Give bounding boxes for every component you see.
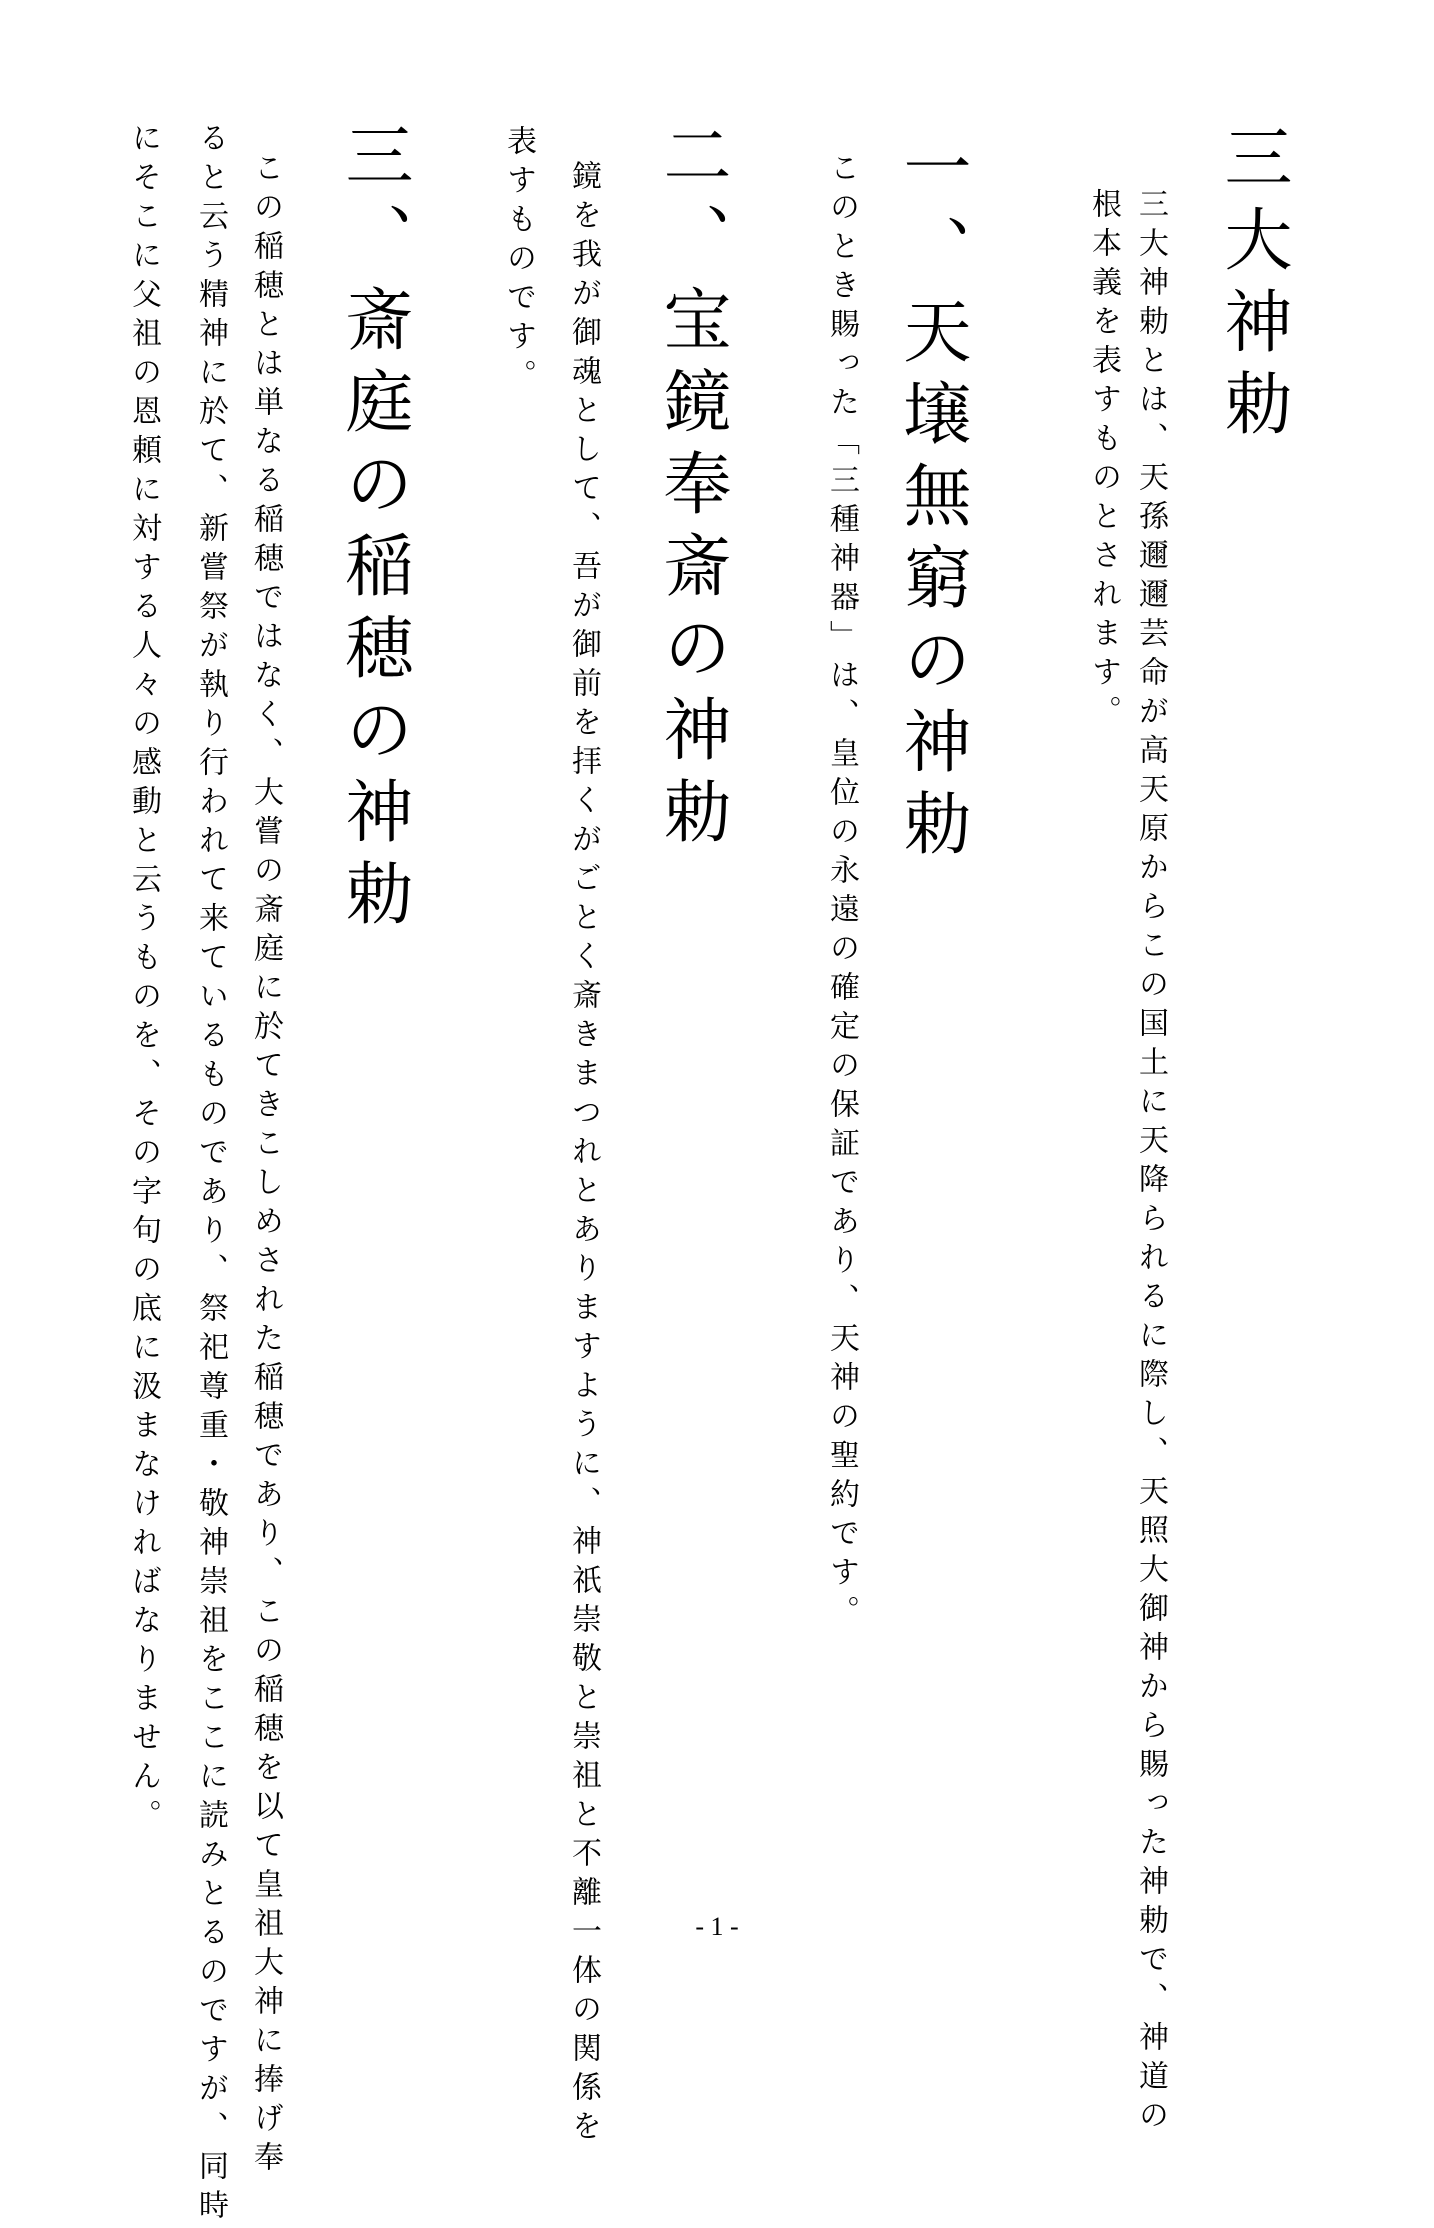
page-number: - 1 - (695, 1912, 739, 1941)
section-3-paragraph-line-1: この稲穂とは単なる稲穂ではなく、大嘗の斎庭に於てきこしめされた稲穂であり、この稲穂を以て皇祖大神に捧げ奉 (248, 152, 283, 2180)
intro-paragraph-line-1: 三大神勅とは、天孫邇邇芸命が高天原からこの国土に天降られるに際し、天照大御神から賜った神勅で、神道の (1133, 188, 1168, 2138)
section-2-heading: 二、宝鏡奉斎の神勅 (652, 120, 731, 858)
section-3-paragraph-line-3: にそこに父祖の恩頼に対する人々の感動と云うものを、その字句の底に汲まなければなりません。 (126, 122, 161, 1838)
intro-paragraph-line-2: 根本義を表すものとされます。 (1086, 188, 1121, 734)
section-3-paragraph-line-2: ると云う精神に於て、新嘗祭が執り行われて来ているものであり、祭祀尊重・敬神崇祖をここに読みとるのですが、同時 (193, 122, 228, 2228)
main-title: 三大神勅 (1213, 122, 1292, 450)
section-1-paragraph-line-1: このとき賜った「三種神器」は、皇位の永遠の確定の保証であり、天神の聖約です。 (824, 152, 859, 1634)
section-3-heading: 三、斎庭の稲穂の神勅 (334, 120, 413, 940)
section-2-paragraph-line-1: 鏡を我が御魂として、吾が御前を拝くがごとく斎きまつれとありますように、神祇崇敬と崇祖と不離一体の関係を (566, 160, 601, 2149)
section-1-heading: 一、天壌無窮の神勅 (892, 132, 971, 870)
section-2-paragraph-line-2: 表すものです。 (501, 125, 536, 398)
